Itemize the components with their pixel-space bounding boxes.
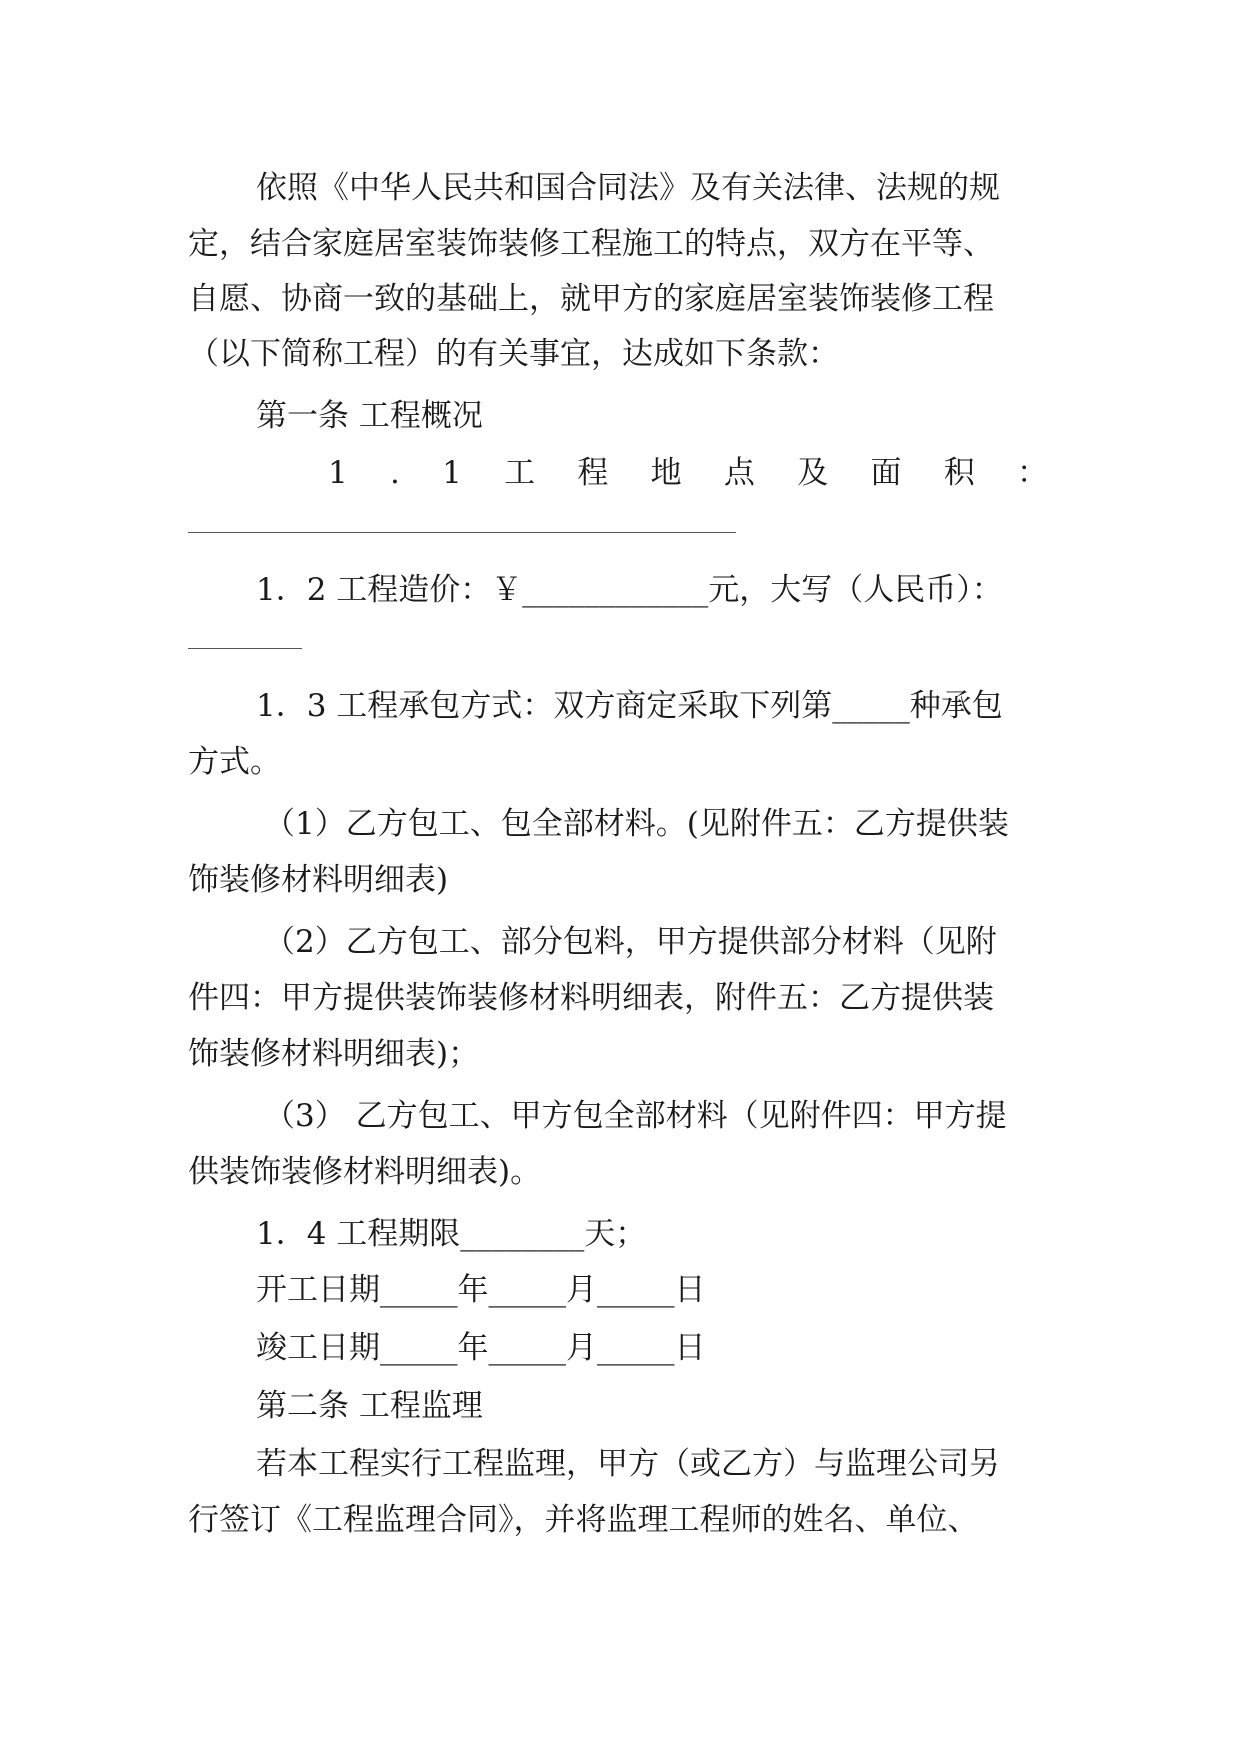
intro-line-2: 定，结合家庭居室装饰装修工程施工的特点，双方在平等、 [188, 226, 994, 262]
item-1-1-char: 点 [723, 455, 755, 491]
item-1-1-char: 工 [504, 455, 536, 491]
start-date-line: 开工日期_____年_____月_____日 [256, 1272, 706, 1308]
option-3-line-2: 供装饰装修材料明细表)。 [188, 1154, 542, 1190]
item-1-3-line-2: 方式。 [188, 744, 281, 780]
item-1-1-char: 积 [943, 455, 975, 491]
item-1-1-char: . [390, 455, 400, 491]
item-1-2-price: 1．2 工程造价：￥____________元，大写（人民币）： [256, 572, 1003, 608]
item-1-1-char: 程 [577, 455, 609, 491]
item-1-1-char: 地 [650, 455, 682, 491]
option-1-line-1: （1）乙方包工、包全部材料。(见附件五：乙方提供装 [264, 806, 1009, 842]
item-1-1-char: 1 [442, 455, 462, 491]
item-1-3-line-1: 1．3 工程承包方式：双方商定采取下列第_____种承包 [256, 688, 1003, 724]
intro-line-1: 依照《中华人民共和国合同法》及有关法律、法规的规 [256, 170, 1000, 206]
article-2-title: 第二条 工程监理 [256, 1388, 483, 1424]
option-3-line-1: （3） 乙方包工、甲方包全部材料（见附件四：甲方提 [264, 1098, 1007, 1134]
intro-line-3: 自愿、协商一致的基础上，就甲方的家庭居室装饰装修工程 [188, 281, 994, 317]
option-2-line-3: 饰装修材料明细表)； [188, 1036, 480, 1072]
item-1-1-char: 面 [870, 455, 902, 491]
article-2-line-1: 若本工程实行工程监理，甲方（或乙方）与监理公司另 [256, 1446, 1000, 1482]
item-1-4-duration: 1．4 工程期限________天； [256, 1216, 647, 1252]
item-1-1-char: 及 [797, 455, 829, 491]
intro-line-4: （以下简称工程）的有关事宜，达成如下条款： [188, 336, 839, 372]
blank-underline-price-uppercase [188, 648, 302, 649]
option-2-line-2: 件四：甲方提供装饰装修材料明细表，附件五：乙方提供装 [188, 980, 994, 1016]
article-1-title: 第一条 工程概况 [256, 398, 483, 434]
item-1-1-char: ： [1016, 455, 1048, 491]
article-2-line-2: 行签订《工程监理合同》，并将监理工程师的姓名、单位、 [188, 1502, 979, 1538]
option-2-line-1: （2）乙方包工、部分包料，甲方提供部分材料（见附 [264, 924, 997, 960]
blank-underline-location [188, 532, 736, 533]
item-1-1-char: 1 [328, 455, 348, 491]
end-date-line: 竣工日期_____年_____月_____日 [256, 1330, 706, 1366]
option-1-line-2: 饰装修材料明细表) [188, 862, 449, 898]
item-1-1-location-area [328, 453, 1048, 493]
